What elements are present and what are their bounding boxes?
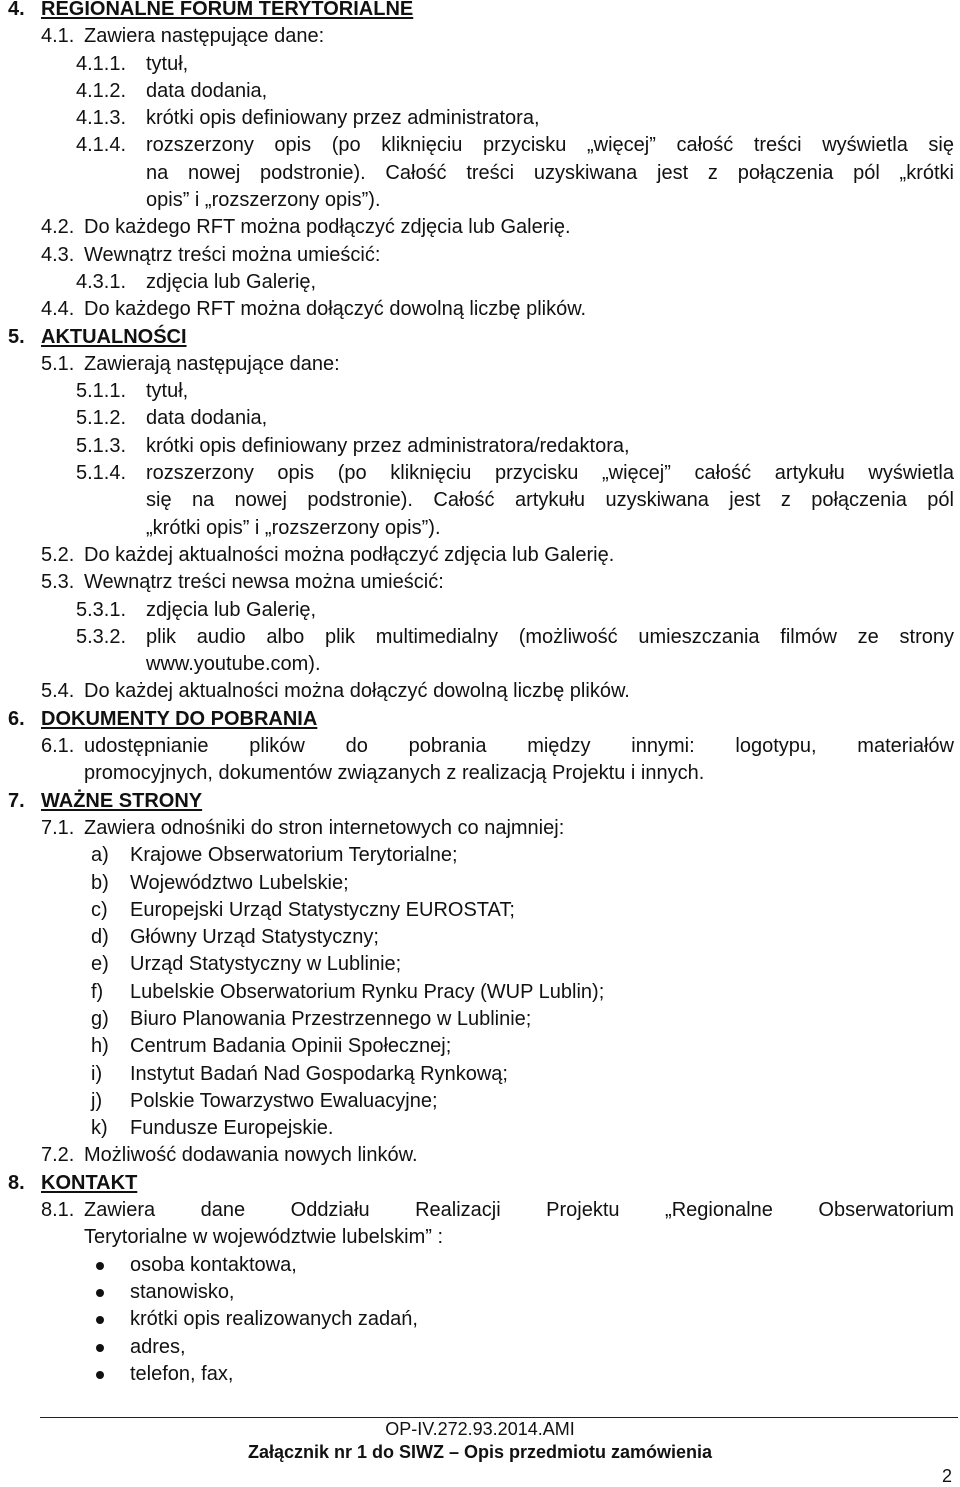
item-text: Do każdej aktualności można dołączyć dowolną liczbę plików. [84,680,630,703]
item-number: 5.1.1. [76,380,127,403]
bullet-icon [96,1289,104,1297]
list-item [8,132,954,159]
item-number: 4.4. [41,298,75,321]
link-list-item [8,1006,954,1033]
item-number: 5.2. [41,543,75,566]
list-item [8,651,954,678]
item-number: 5.3.1. [76,598,127,621]
list-item [8,51,954,78]
item-text: tytuł, [146,380,189,403]
item-number: 4.1.4. [76,134,127,157]
item-text: Instytut Badań Nad Gospodarką Rynkową; [130,1062,508,1085]
link-list-item [8,870,954,897]
bullet-list-item [8,1361,954,1388]
item-number: b) [91,871,109,894]
item-number: 7.2. [41,1144,75,1167]
item-text: Możliwość dodawania nowych linków. [84,1144,418,1167]
list-item [8,624,954,651]
footer-reference-code: OP-IV.272.93.2014.AMI [385,1419,575,1439]
link-list-item [8,924,954,951]
item-number: i) [91,1062,103,1085]
list-item [8,733,954,760]
list-item [8,78,954,105]
item-number: c) [91,898,108,921]
heading-text: KONTAKT [41,1171,138,1194]
item-number: 8.1. [41,1199,75,1222]
item-text: Polskie Towarzystwo Ewaluacyjne; [130,1089,438,1112]
item-number: 5.3. [41,571,75,594]
bullet-list-item [8,1279,954,1306]
item-text: Zawierają następujące dane: [84,352,340,375]
list-item [8,542,954,569]
item-number: a) [91,844,109,867]
item-text: krótki opis definiowany przez administratora, [146,107,540,130]
item-text: Zawiera dane Oddziału Realizacji Projektu „Regionalne Obserwatorium [84,1199,954,1222]
item-text: opis” i „rozszerzony opis”). [146,189,381,212]
section-heading [8,0,954,23]
item-text: zdjęcia lub Galerię, [146,270,317,293]
document-body [8,0,954,1388]
item-text: rozszerzony opis (po kliknięciu przycisku „więcej” całość treści wyświetla się [146,134,954,157]
list-item [8,351,954,378]
item-number: k) [91,1117,108,1140]
section-heading [8,706,954,733]
item-text: udostępnianie plików do pobrania między innymi: logotypu, materiałów [84,735,954,758]
item-text: Do każdej aktualności można podłączyć zdjęcia lub Galerię. [84,543,615,566]
item-text: krótki opis definiowany przez administratora/redaktora, [146,434,630,457]
bullet-icon [96,1316,104,1324]
item-number: 5.4. [41,680,75,703]
heading-text: AKTUALNOŚCI [41,325,187,348]
item-number: 4.3. [41,243,75,266]
item-text: na nowej podstronie). Całość treści uzyskiwana jest z połączenia pól „krótki [146,161,954,184]
link-list-item [8,979,954,1006]
item-text: Europejski Urząd Statystyczny EUROSTAT; [130,898,515,921]
item-text: Zawiera odnośniki do stron internetowych co najmniej: [84,816,565,839]
bullet-list-item [8,1306,954,1333]
item-number: g) [91,1007,109,1030]
item-number: 4.1.2. [76,79,127,102]
item-number: 5.1. [41,352,75,375]
item-text: Do każdego RFT można dołączyć dowolną liczbę plików. [84,298,587,321]
list-item [8,433,954,460]
bullet-icon [96,1262,104,1270]
item-number: 6.1. [41,735,75,758]
bullet-icon [96,1344,104,1352]
list-item [8,760,954,787]
item-text: Centrum Badania Opinii Społecznej; [130,1035,452,1058]
list-item [8,1197,954,1224]
footer-attachment-title: Załącznik nr 1 do SIWZ – Opis przedmiotu zamówienia [247,1442,713,1462]
item-text: Krajowe Obserwatorium Terytorialne; [130,844,458,867]
list-item [8,105,954,132]
item-number: 7.1. [41,816,75,839]
item-text: „krótki opis” i „rozszerzony opis”). [146,516,441,539]
item-number: 5.1.4. [76,462,127,485]
item-text: się na nowej podstronie). Całość artykułu uzyskiwana jest z połączenia pól [146,489,954,512]
item-text: Województwo Lubelskie; [130,871,349,894]
link-list-item [8,1033,954,1060]
item-text: data dodania, [146,79,268,102]
list-item [8,296,954,323]
item-text: Terytorialne w województwie lubelskim” : [84,1226,444,1249]
item-text: www.youtube.com). [146,653,321,676]
item-text: stanowisko, [130,1280,235,1303]
list-item [8,678,954,705]
link-list-item [8,897,954,924]
link-list-item [8,1061,954,1088]
list-item [8,1142,954,1169]
item-text: Urząd Statystyczny w Lublinie; [130,953,402,976]
item-text: Wewnątrz treści można umieścić: [84,243,381,266]
link-list-item [8,1088,954,1115]
item-text: telefon, fax, [130,1362,234,1385]
item-text: Główny Urząd Statystyczny; [130,926,379,949]
item-number: 7. [8,789,25,812]
list-item [8,1224,954,1251]
item-text: zdjęcia lub Galerię, [146,598,317,621]
section-heading [8,788,954,815]
item-text: Lubelskie Obserwatorium Rynku Pracy (WUP Lublin); [130,980,605,1003]
item-text: promocyjnych, dokumentów związanych z realizacją Projektu i innych. [84,762,705,785]
item-number: 4. [8,0,25,20]
item-text: rozszerzony opis (po kliknięciu przycisku „więcej” całość artykułu wyświetla [146,462,954,485]
list-item [8,815,954,842]
item-number: e) [91,953,109,976]
item-text: osoba kontaktowa, [130,1253,297,1276]
item-number: d) [91,926,109,949]
item-text: tytuł, [146,52,189,75]
section-heading [8,1170,954,1197]
list-item [8,597,954,624]
item-number: 5.1.3. [76,434,127,457]
item-number: 6. [8,707,25,730]
item-number: j) [91,1089,103,1112]
list-item [8,160,954,187]
list-item [8,515,954,542]
item-text: Do każdego RFT można podłączyć zdjęcia lub Galerię. [84,216,571,239]
list-item [8,242,954,269]
link-list-item [8,842,954,869]
item-number: 4.2. [41,216,75,239]
list-item [8,187,954,214]
item-number: 4.1.3. [76,107,127,130]
item-number: 8. [8,1171,25,1194]
list-item [8,23,954,50]
heading-text: WAŻNE STRONY [41,789,203,812]
item-number: f) [91,980,104,1003]
list-item [8,569,954,596]
item-text: krótki opis realizowanych zadań, [130,1308,418,1331]
list-item [8,378,954,405]
item-number: 5. [8,325,25,348]
item-number: 4.1. [41,25,75,48]
list-item [8,269,954,296]
list-item [8,214,954,241]
link-list-item [8,951,954,978]
list-item [8,460,954,487]
bullet-icon [96,1371,104,1379]
section-heading [8,324,954,351]
item-text: Biuro Planowania Przestrzennego w Lublinie; [130,1007,532,1030]
item-text: Wewnątrz treści newsa można umieścić: [84,571,444,594]
bullet-list-item [8,1334,954,1361]
link-list-item [8,1115,954,1142]
item-number: h) [91,1035,109,1058]
item-number: 5.3.2. [76,625,127,648]
list-item [8,405,954,432]
page-number: 2 [941,1466,952,1486]
item-text: Fundusze Europejskie. [130,1117,334,1140]
list-item [8,487,954,514]
heading-text: REGIONALNE FORUM TERYTORIALNE [41,0,414,20]
item-text: Zawiera następujące dane: [84,25,325,48]
item-number: 4.1.1. [76,52,127,75]
item-number: 4.3.1. [76,270,127,293]
item-text: adres, [130,1335,186,1358]
item-text: data dodania, [146,407,268,430]
item-text: plik audio albo plik multimedialny (możliwość umieszczania filmów ze strony [146,625,954,648]
heading-text: DOKUMENTY DO POBRANIA [41,707,318,730]
bullet-list-item [8,1252,954,1279]
item-number: 5.1.2. [76,407,127,430]
